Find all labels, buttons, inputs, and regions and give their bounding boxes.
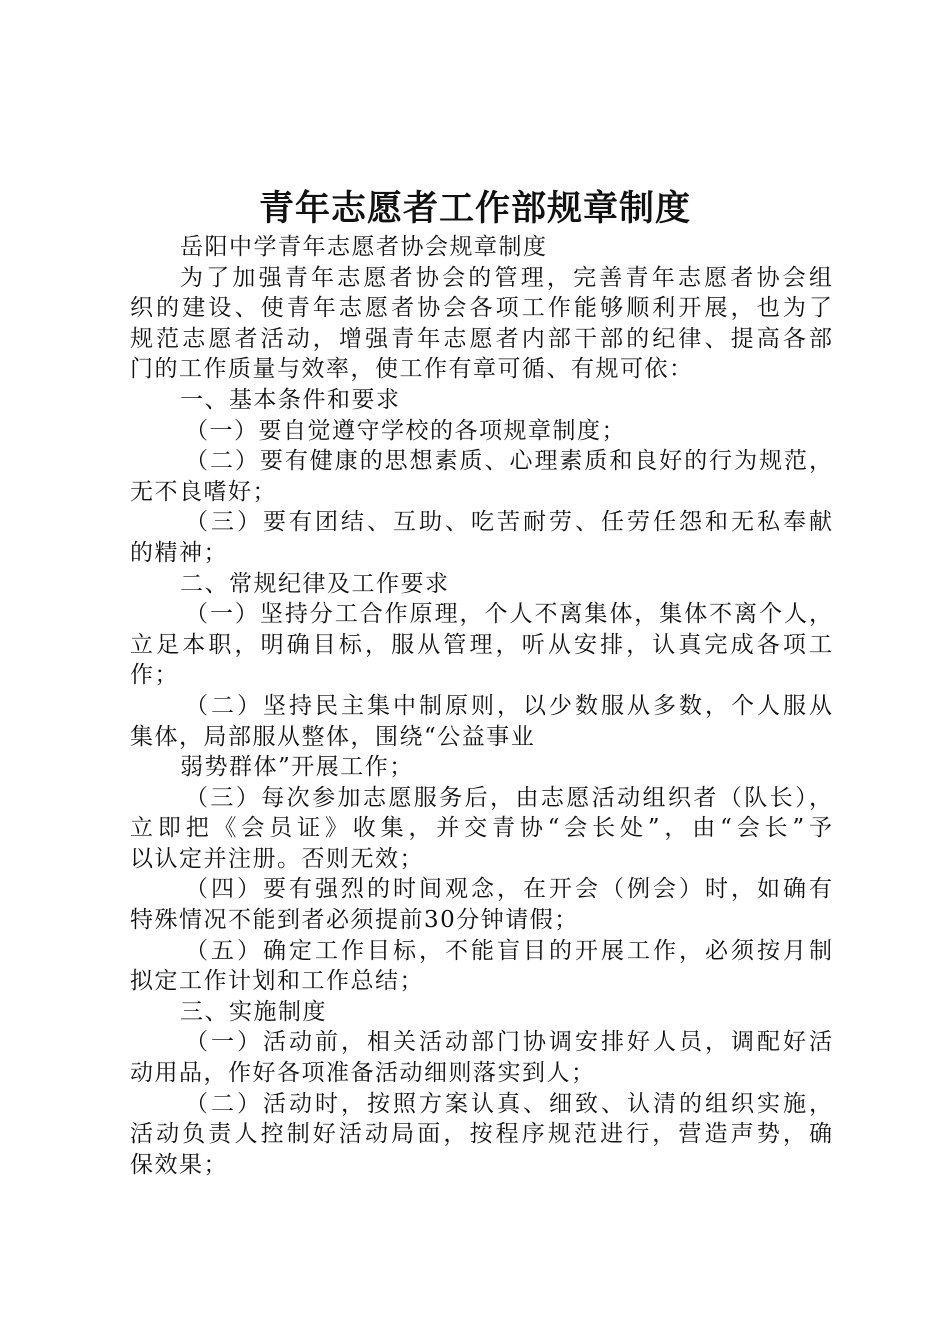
list-item: （二）活动时，按照方案认真、细致、认清的组织实施， <box>185 1090 832 1117</box>
list-item: （三）每次参加志愿服务后，由志愿活动组织者（队长）， <box>185 784 832 811</box>
section-heading: 一、基本条件和要求 <box>180 386 401 413</box>
body-line: 特殊情况不能到者必须提前30分钟请假； <box>130 907 579 934</box>
body-line-subtitle: 岳阳中学青年志愿者协会规章制度 <box>180 234 548 260</box>
body-line: 集体，局部服从整体，围绕“公益事业 <box>130 723 536 750</box>
body-line: 织的建设、使青年志愿者协会各项工作能够顺利开展，也为了 <box>130 295 832 322</box>
list-item: （一）活动前，相关活动部门协调安排好人员，调配好活 <box>185 1029 832 1056</box>
document-body <box>130 232 832 1180</box>
body-line: 门的工作质量与效率，使工作有章可循、有规可依： <box>130 356 694 383</box>
list-item: （二）要有健康的思想素质、心理素质和良好的行为规范， <box>185 448 832 475</box>
body-line: 立即把《会员证》收集，并交青协“会长处”，由“会长”予 <box>130 815 832 842</box>
body-line: 动用品，作好各项准备活动细则落实到人； <box>130 1060 596 1087</box>
list-item: （三）要有团结、互助、吃苦耐劳、任劳任怨和无私奉献 <box>185 509 832 536</box>
body-line: 立足本职，明确目标，服从管理，听从安排，认真完成各项工 <box>130 631 832 658</box>
body-line: 弱势群体”开展工作； <box>180 754 414 781</box>
body-line: 规范志愿者活动，增强青年志愿者内部干部的纪律、提高各部 <box>130 325 832 352</box>
list-item: （四）要有强烈的时间观念，在开会（例会）时，如确有 <box>185 876 832 903</box>
document-title: 青年志愿者工作部规章制度 <box>258 189 691 229</box>
body-line: 作； <box>130 662 179 689</box>
section-heading: 三、实施制度 <box>180 998 327 1025</box>
body-line: 以认定并注册。否则无效； <box>130 845 424 872</box>
list-item: （一）要自觉遵守学校的各项规章制度； <box>185 417 626 444</box>
list-item: （五）确定工作目标，不能盲目的开展工作，必须按月制 <box>185 937 832 964</box>
body-line: 拟定工作计划和工作总结； <box>130 968 424 995</box>
body-line: 无不良嗜好； <box>130 478 277 505</box>
section-heading: 二、常规纪律及工作要求 <box>180 570 450 597</box>
list-item: （一）坚持分工合作原理，个人不离集体，集体不离个人， <box>185 601 832 628</box>
body-line: 的精神； <box>130 539 228 566</box>
list-item: （二）坚持民主集中制原则，以少数服从多数，个人服从 <box>185 692 832 719</box>
body-line: 为了加强青年志愿者协会的管理，完善青年志愿者协会组 <box>180 264 832 291</box>
body-line: 保效果； <box>130 1151 228 1178</box>
body-line: 活动负责人控制好活动局面，按程序规范进行，营造声势，确 <box>130 1121 832 1148</box>
